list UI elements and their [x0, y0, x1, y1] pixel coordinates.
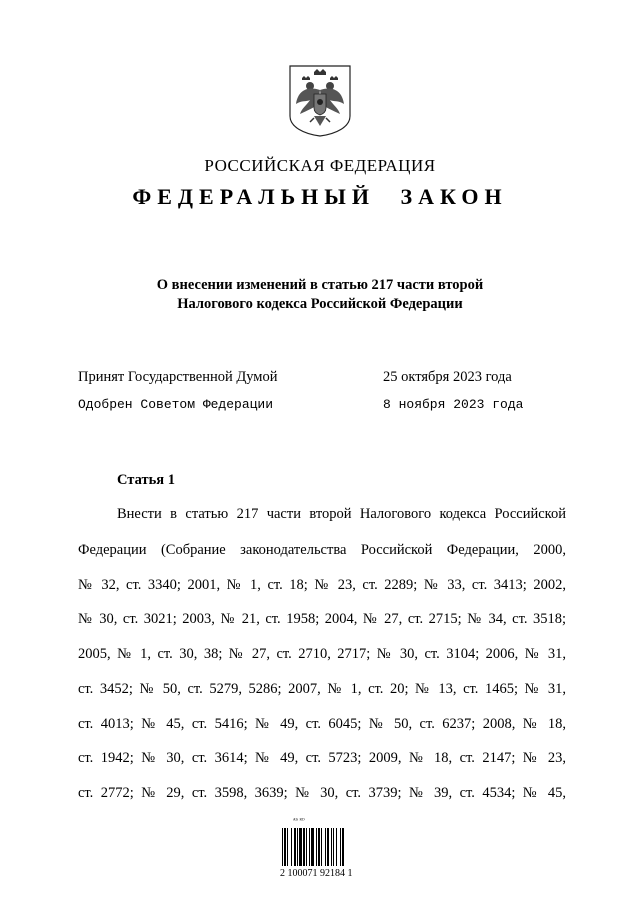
duma-adoption-date: 25 октября 2023 года: [383, 369, 512, 385]
barcode-bar: [299, 828, 302, 866]
barcode-number: 2 100071 92184 1: [280, 868, 353, 879]
barcode-bar: [321, 828, 322, 866]
article-text-line: ст. 1942; № 30, ст. 3614; № 49, ст. 5723; 2009, № 18, ст. 2147; № 23,: [78, 750, 566, 766]
article-text-line: 2005, № 1, ст. 30, 38; № 27, ст. 2710, 2717; № 30, ст. 3104; 2006, № 31,: [78, 646, 566, 662]
barcode-bar: [327, 828, 329, 866]
document-barcode: [280, 818, 375, 888]
barcode-bar: [342, 828, 344, 866]
barcode-bar: [309, 828, 310, 866]
barcode-bar: [297, 828, 298, 866]
barcode-mark: ᴬᴵˢ ᴿᴰ: [293, 818, 305, 824]
coat-of-arms-emblem: [288, 64, 352, 138]
barcode-bar: [325, 828, 326, 866]
barcode-bar: [318, 828, 320, 866]
article-text-line: ст. 4013; № 45, ст. 5416; № 49, ст. 6045; № 50, ст. 6237; 2008, № 18,: [78, 716, 566, 732]
article-text-line: Внести в статью 217 части второй Налогового кодекса Российской: [117, 506, 566, 522]
article-text-line: № 32, ст. 3340; 2001, № 1, ст. 18; № 23, ст. 2289; № 33, ст. 3413; 2002,: [78, 577, 566, 593]
barcode-bar: [336, 828, 337, 866]
law-type-heading: ФЕДЕРАЛЬНЫЙ ЗАКОН: [132, 184, 508, 209]
barcode-bar: [282, 828, 283, 866]
barcode-bar: [331, 828, 332, 866]
duma-adoption-label: Принят Государственной Думой: [78, 369, 278, 385]
article-heading: Статья 1: [117, 472, 175, 488]
barcode-bar: [287, 828, 288, 866]
country-heading: РОССИЙСКАЯ ФЕДЕРАЦИЯ: [204, 156, 436, 175]
barcode-bar: [333, 828, 334, 866]
barcode-bar: [311, 828, 314, 866]
council-approval-label: Одобрен Советом Федерации: [78, 397, 274, 412]
law-title-line-2: Налогового кодекса Российской Федерации: [177, 296, 463, 312]
barcode-bar: [306, 828, 307, 866]
article-text-line: Федерации (Собрание законодательства Российской Федерации, 2000,: [78, 542, 566, 558]
law-title: [0, 276, 640, 314]
barcode-bars: [280, 828, 375, 868]
barcode-bar: [340, 828, 341, 866]
barcode-bar: [303, 828, 305, 866]
barcode-bar: [316, 828, 317, 866]
law-title-line-1: О внесении изменений в статью 217 части второй: [156, 277, 484, 293]
council-approval-date: 8 ноября 2023 года: [383, 397, 524, 412]
barcode-bar: [291, 828, 292, 866]
article-text-line: ст. 2772; № 29, ст. 3598, 3639; № 30, ст. 3739; № 39, ст. 4534; № 45,: [78, 785, 566, 801]
article-text-line: ст. 3452; № 50, ст. 5279, 5286; 2007, № 1, ст. 20; № 13, ст. 1465; № 31,: [78, 681, 566, 697]
barcode-bar: [284, 828, 286, 866]
barcode-bar: [294, 828, 296, 866]
article-text-line: № 30, ст. 3021; 2003, № 21, ст. 1958; 2004, № 27, ст. 2715; № 34, ст. 3518;: [78, 611, 566, 627]
